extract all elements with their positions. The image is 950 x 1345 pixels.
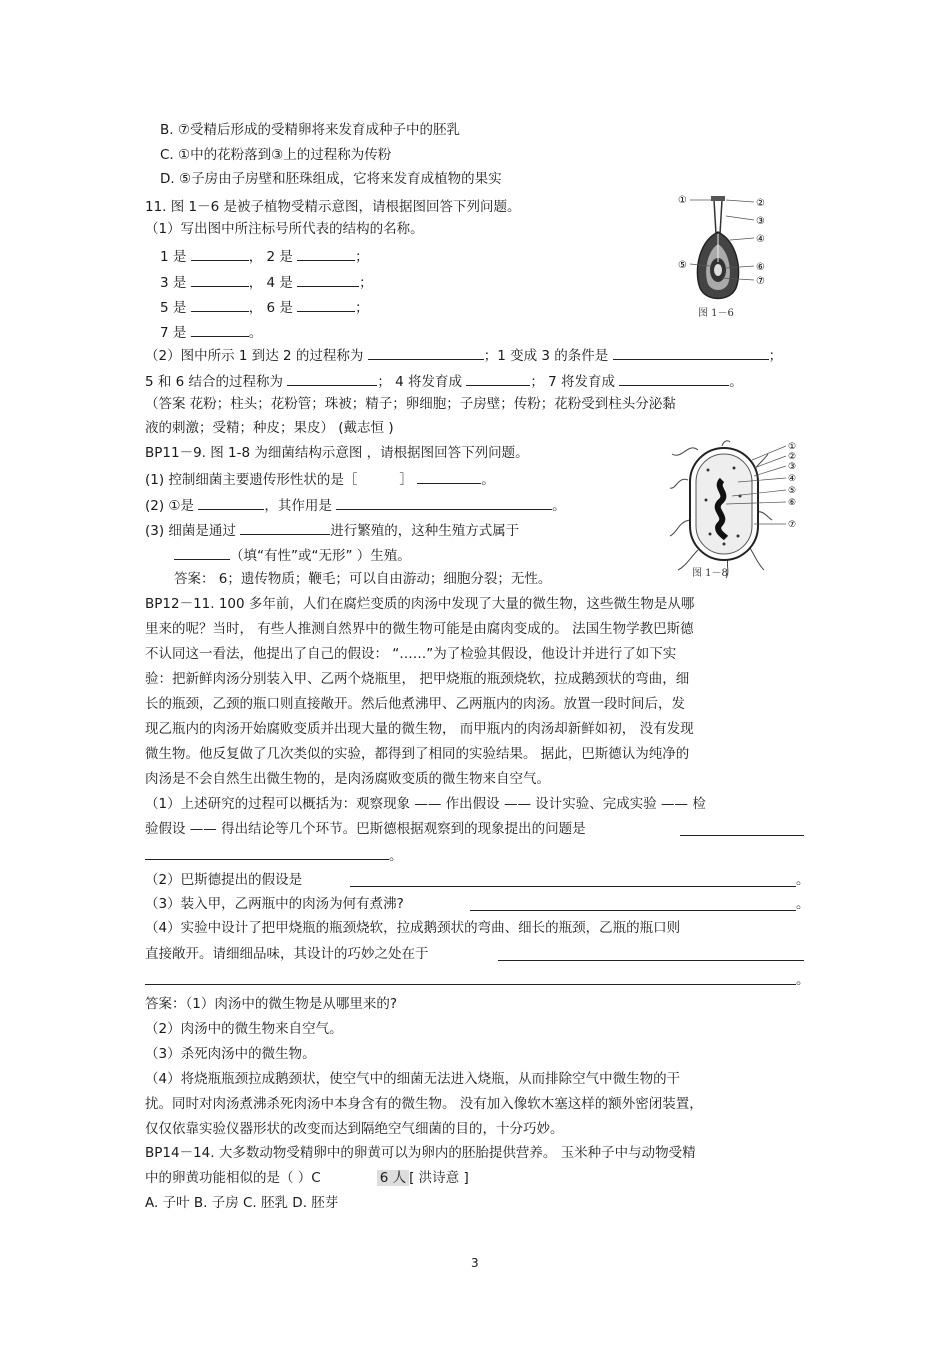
- blank-bp11-2[interactable]: [198, 496, 264, 510]
- figure-1-8: [668, 440, 802, 580]
- q11-part2: （2）图中所示 1 到达 2 的过程称为 ；1 变成 3 的条件是 ；: [145, 348, 783, 364]
- page-number: 3: [471, 1256, 479, 1270]
- blank-bp12-2[interactable]: [350, 873, 796, 887]
- bp11-q3b: （填“有性”或“无形” ）生殖。: [174, 546, 411, 565]
- bp11-q2: (2) ①是 ，其作用是 。: [145, 498, 566, 514]
- blank-1[interactable]: [191, 247, 249, 261]
- blank-bp11-3[interactable]: [336, 496, 552, 510]
- blank-5[interactable]: [191, 298, 249, 312]
- bp14-line-1: BP14－14. 大多数动物受精卵中的卵黄可以为卵内的胚胎提供营养。 玉米种子中与动物受精: [145, 1145, 696, 1161]
- blank-bp11-4[interactable]: [240, 521, 330, 535]
- fig16-label-7: ⑦: [756, 276, 765, 287]
- q11-part2b: 5 和 6 结合的过程称为 ； 4 将发育成 ； 7 将发育成 。: [145, 374, 743, 390]
- blank-bp11-1[interactable]: [417, 470, 481, 484]
- bp12-line-2: 里来的呢？当时， 有些人推测自然界中的微生物可能是由腐肉变成的。 法国生物学教巴斯德: [145, 621, 694, 637]
- fig16-label-3: ③: [756, 216, 765, 227]
- fig18-label-7: ⑦: [788, 520, 797, 530]
- q11-answer-2: 液的刺激；受精；种皮；果皮） (戴志恒 ): [145, 420, 394, 436]
- blank-4[interactable]: [297, 273, 359, 287]
- fig16-label-4: ④: [756, 234, 765, 245]
- bp12-answer-2: （2）肉汤中的微生物来自空气。: [145, 1021, 343, 1037]
- bp12-answer-4b: 扰。同时对肉汤煮沸杀死肉汤中本身含有的微生物。 没有加入像软木塞这样的额外密闭装置，: [145, 1096, 703, 1112]
- fig18-caption: 图 1－8: [692, 568, 728, 579]
- blank-12[interactable]: [619, 372, 729, 386]
- bp12-q1-b: 验假设 —— 得出结论等几个环节。巴斯德根据观察到的现象提出的问题是: [145, 821, 586, 837]
- bp12-line-1: BP12－11. 100 多年前，人们在腐烂变质的肉汤中发现了大量的微生物，这些微生物是从哪: [145, 596, 695, 612]
- fig16-caption: 图 1－6: [698, 308, 734, 319]
- fig18-label-1: ①: [788, 442, 797, 452]
- bp12-line-5: 长的瓶颈，乙颈的瓶口则直接敞开。然后他煮沸甲、乙两瓶内的肉汤。放置一段时间后，发: [145, 696, 685, 712]
- bp11-title: BP11－9. 图 1-8 为细菌结构示意图 ，请根据图回答下列问题。: [145, 445, 529, 461]
- bp12-line-7: 微生物。他反复做了几次类似的实验，都得到了相同的实验结果。 据此，巴斯德认为纯净的: [145, 746, 690, 762]
- fig16-label-2: ②: [756, 198, 765, 209]
- bp12-line-6: 现乙瓶内的肉汤开始腐败变质并出现大量的微生物， 而甲瓶内的肉汤却新鲜如初， 没有发现: [145, 721, 694, 737]
- bp12-q1-a: （1）上述研究的过程可以概括为：观察现象 —— 作出假设 —— 设计实验、完成实验 —— 检: [145, 796, 706, 812]
- fig18-label-6: ⑥: [788, 498, 797, 508]
- fig16-label-6: ⑥: [756, 262, 765, 273]
- bp12-q4-end: 。: [796, 972, 810, 988]
- q11-row2: 3 是 ， 4 是 ；: [160, 275, 373, 291]
- fig18-label-4: ④: [788, 474, 797, 484]
- bp12-answer-4c: 仅仅依靠实验仪器形状的改变而达到隔绝空气细菌的目的，十分巧妙。: [145, 1121, 564, 1137]
- q11-part1: （1）写出图中所注标号所代表的结构的名称。: [145, 221, 424, 237]
- bp12-q3-end: 。: [796, 896, 810, 912]
- q11-answer-1: （答案 花粉；柱头；花粉管；珠被；精子；卵细胞；子房壁；传粉；花粉受到柱头分泌黏: [145, 396, 676, 412]
- blank-6[interactable]: [297, 298, 355, 312]
- option-d: D. ⑤子房由子房壁和胚珠组成，它将来发育成植物的果实: [160, 171, 502, 187]
- blank-10[interactable]: [287, 372, 377, 386]
- bp12-line-4: 验：把新鲜肉汤分别装入甲、乙两个烧瓶里， 把甲烧瓶的瓶颈烧软，拉成鹅颈状的弯曲，细: [145, 671, 690, 687]
- blank-9[interactable]: [613, 346, 769, 360]
- figure-1-6: [676, 192, 782, 324]
- blank-2[interactable]: [297, 247, 355, 261]
- count-badge: 6 人: [377, 1170, 409, 1186]
- blank-bp12-1a[interactable]: [680, 822, 804, 836]
- bp12-q4-a: （4）实验中设计了把甲烧瓶的瓶颈烧软，拉成鹅颈状的弯曲、细长的瓶颈，乙瓶的瓶口则: [145, 920, 681, 936]
- bp12-answer-1: 答案：（1）肉汤中的微生物是从哪里来的?: [145, 996, 398, 1012]
- blank-8[interactable]: [368, 346, 484, 360]
- blank-bp12-4b[interactable]: [145, 971, 796, 985]
- bp12-q2: （2）巴斯德提出的假设是: [145, 872, 303, 888]
- bp14-line-2: 中的卵黄功能相似的是（ ）C 6 人 [ 洪诗意 ]: [145, 1170, 469, 1186]
- q11-row4: 7 是 。: [160, 325, 263, 341]
- q11-title: 11. 图 1－6 是被子植物受精示意图，请根据图回答下列问题。: [145, 199, 521, 215]
- fig18-label-3: ③: [788, 462, 797, 472]
- blank-bp12-4a[interactable]: [498, 947, 804, 961]
- option-b: B. ⑦受精后形成的受精卵将来发育成种子中的胚乳: [160, 122, 460, 138]
- bp11-answer: 答案： 6；遗传物质；鞭毛；可以自由游动；细胞分裂；无性。: [174, 571, 552, 587]
- bp12-line-3: 不认同这一看法，他提出了自己的假设： “……”为了检验其假设，他设计并进行了如下实: [145, 646, 677, 662]
- bp11-q1: (1) 控制细菌主要遗传形性状的是［ ］ 。: [145, 472, 495, 488]
- q11-row1: 1 是 ， 2 是 ；: [160, 249, 369, 265]
- bp14-options: A. 子叶 B. 子房 C. 胚乳 D. 胚芽: [145, 1195, 339, 1211]
- q11-row3: 5 是 ， 6 是 ；: [160, 300, 369, 316]
- blank-bp12-3[interactable]: [470, 897, 796, 911]
- bp12-q1-c: 。: [145, 846, 403, 865]
- bp12-answer-4a: （4）将烧瓶瓶颈拉成鹅颈状，使空气中的细菌无法进入烧瓶，从而排除空气中微生物的干: [145, 1071, 681, 1087]
- bp11-q3: (3) 细菌是通过 进行繁殖的，这种生殖方式属于: [145, 523, 520, 539]
- blank-3[interactable]: [191, 273, 249, 287]
- blank-bp12-1b[interactable]: [145, 846, 389, 860]
- option-c: C. ①中的花粉落到③上的过程称为传粉: [160, 147, 392, 163]
- blank-7[interactable]: [191, 323, 249, 337]
- fig16-label-5: ⑤: [678, 260, 687, 271]
- bp12-q2-end: 。: [796, 872, 810, 888]
- bp12-q3: （3）装入甲，乙两瓶中的肉汤为何有煮沸?: [145, 896, 404, 912]
- fig16-label-1: ①: [678, 195, 687, 206]
- blank-11[interactable]: [466, 372, 530, 386]
- bp12-answer-3: （3）杀死肉汤中的微生物。: [145, 1046, 316, 1062]
- fig18-label-2: ②: [788, 452, 797, 462]
- bp12-q4-b: 直接敞开。请细细品味，其设计的巧妙之处在于: [145, 946, 429, 962]
- fig18-label-5: ⑤: [788, 486, 797, 496]
- bp12-line-8: 肉汤是不会自然生出微生物的，是肉汤腐败变质的微生物来自空气。: [145, 771, 550, 787]
- blank-bp11-5[interactable]: [174, 546, 230, 560]
